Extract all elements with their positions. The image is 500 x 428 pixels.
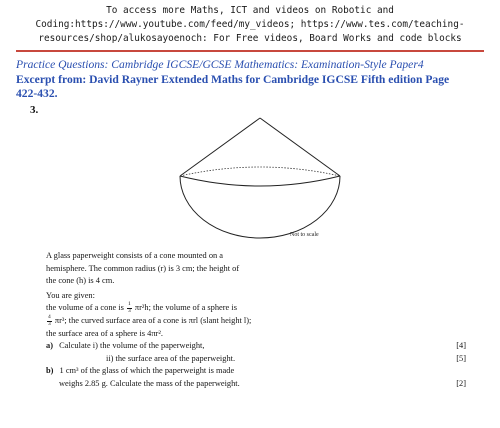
resource-banner [0,4,500,46]
part-a-i-text: Calculate i) the volume of the paperweight, [59,341,205,351]
cone-hemisphere-figure [150,110,370,250]
four-thirds-fraction: $\frac{4}{3}$ [48,314,51,327]
practice-heading [16,58,486,102]
given-sphere-volume [46,315,466,328]
banner-line-3: resources/shop/alukosayoenoch: For Free videos, Board Works and code blocks [38,33,462,44]
given-lead: You are given: [46,290,95,300]
part-a-ii [46,353,466,366]
one-third-fraction: $\frac{1}{3}$ [128,301,131,314]
part-b-line-1 [46,365,466,378]
question-number: 3. [30,104,39,116]
rim-front [180,176,340,186]
rim-back-dashed [180,167,340,176]
heading-line-3: 422-432. [16,87,58,100]
heading-line-2: Excerpt from: David Rayner Extended Maths for Cambridge IGCSE Fifth edition Page [16,72,450,86]
part-b-mark: [2] [456,378,466,388]
banner-line-2: Coding:https://www.youtube.com/feed/my_videos; https://www.tes.com/teaching- [35,19,465,30]
given-cone-volume [46,302,466,315]
part-a-i [46,340,466,353]
given-sphere-area: the surface area of a sphere is 4πr². [46,328,163,338]
intro-line-1: A glass paperweight consists of a cone mounted on a [46,251,223,260]
banner-divider [16,50,484,52]
part-a-ii-text: ii) the surface area of the paperweight. [106,353,236,363]
part-a-ii-mark: [5] [456,353,466,363]
banner-line-1: To access more Maths, ICT and videos on Robotic and [106,5,394,16]
cone-left-edge [180,118,260,176]
cone-volume-pre: the volume of a cone is [46,303,124,313]
not-to-scale-note: Not to scale [290,232,319,238]
question-body [46,250,466,391]
part-b-text-2: weighs 2.85 g. Calculate the mass of the paperweight. [59,378,240,388]
part-a-label: a) [46,341,53,351]
intro-line-2: hemisphere. The common radius (r) is 3 cm; the height of [46,263,240,273]
cone-volume-post: πr²h; the volume of a sphere is [134,303,237,313]
intro-line-3: the cone (h) is 4 cm. [46,276,115,286]
heading-line-1: Practice Questions: Cambridge IGCSE/GCSE Mathematics: Examination-Style Paper4 [16,58,424,71]
part-b-line-2 [46,378,466,391]
part-b-label: b) [46,366,54,376]
hemisphere-outline [180,176,340,238]
cone-right-edge [260,118,340,176]
sphere-volume-post: πr³; the curved surface area of a cone is πrl (slant height l); [54,315,252,325]
part-b-text-1: 1 cm³ of the glass of which the paperweight is made [59,366,235,376]
part-a-i-mark: [4] [456,341,466,351]
